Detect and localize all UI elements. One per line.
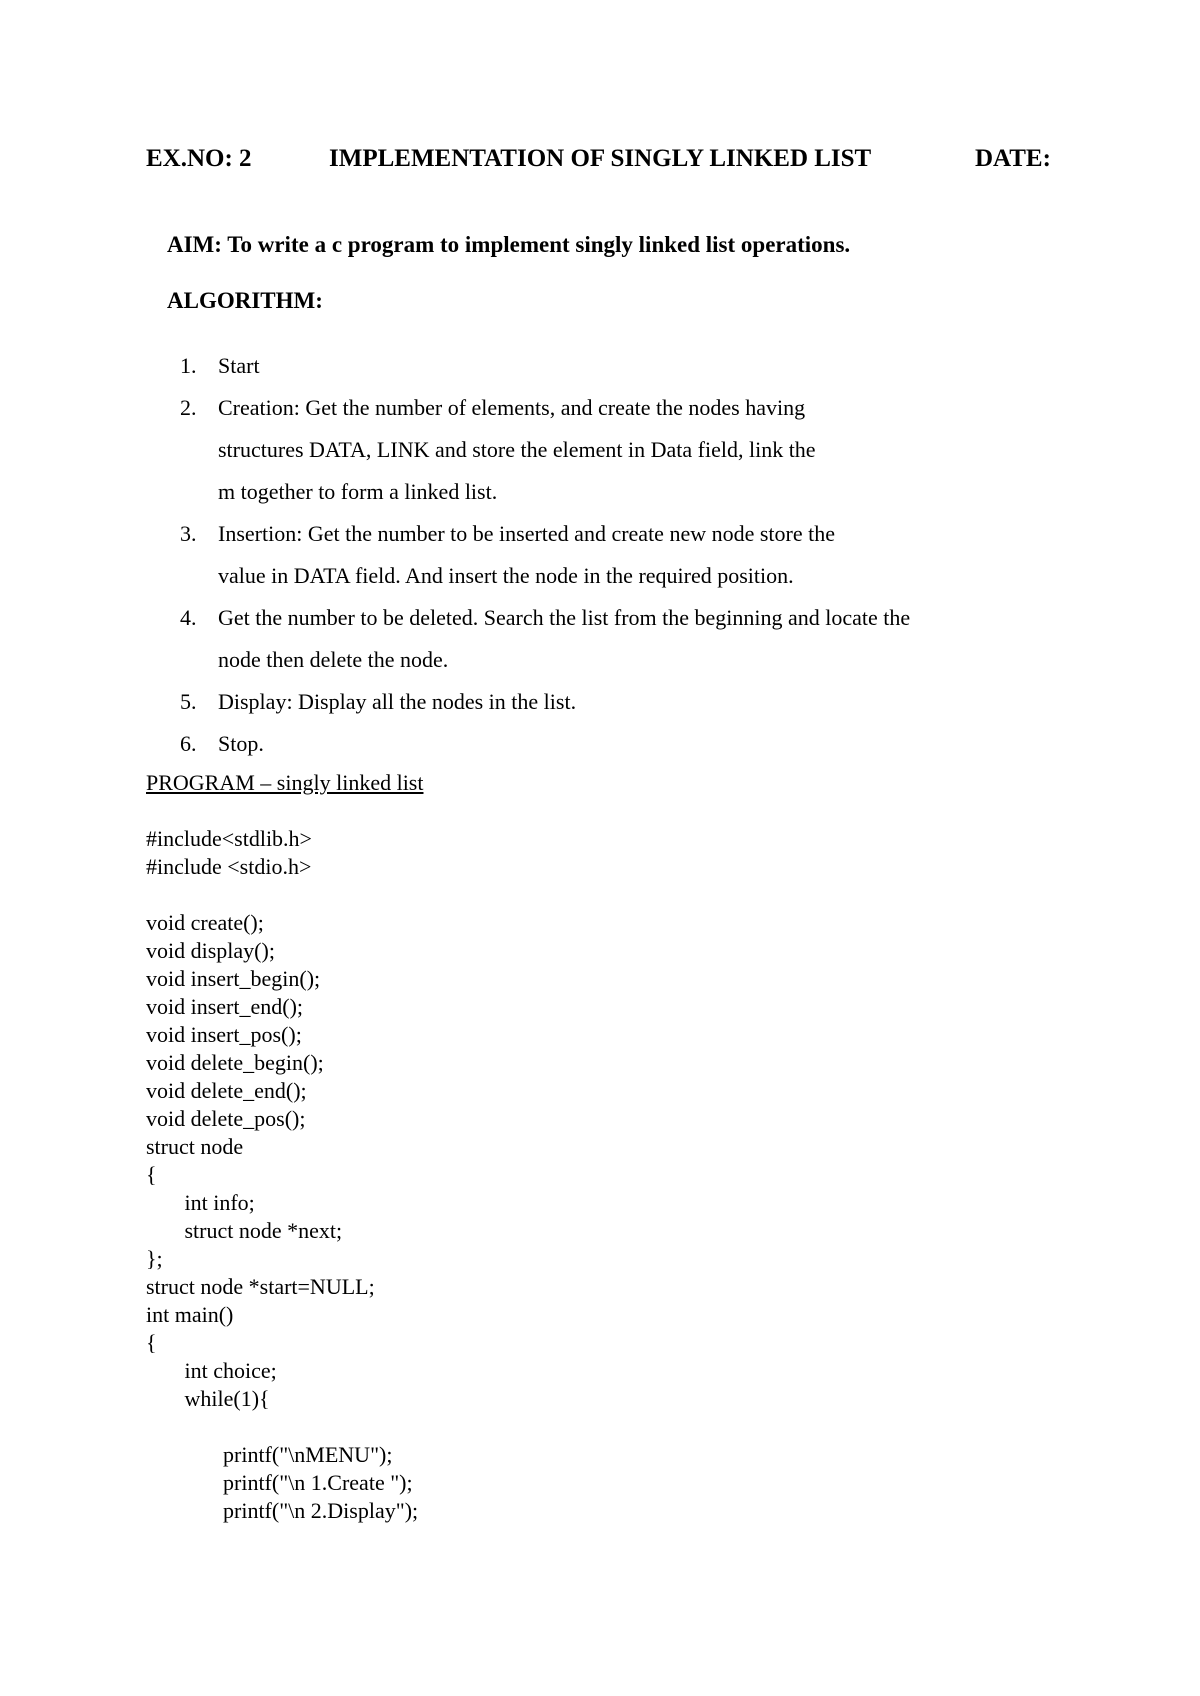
step-text — [218, 345, 1018, 387]
code-line: { — [146, 1162, 157, 1187]
algorithm-steps — [180, 345, 1080, 765]
code-line: struct node *start=NULL; — [146, 1274, 375, 1299]
step-number: 3. — [180, 521, 197, 546]
algorithm-step — [180, 723, 1080, 765]
step-line: structures DATA, LINK and store the element in Data field, link the — [218, 437, 816, 462]
code-line: int info; — [146, 1190, 255, 1215]
code-line: void delete_pos(); — [146, 1106, 306, 1131]
code-line: struct node *next; — [146, 1218, 343, 1243]
step-number: 6. — [180, 731, 197, 756]
code-line: void insert_pos(); — [146, 1022, 302, 1047]
algorithm-step — [180, 387, 1080, 513]
code-line: { — [146, 1330, 157, 1355]
code-line: void delete_end(); — [146, 1078, 307, 1103]
algorithm-heading: ALGORITHM: — [167, 288, 323, 313]
step-number: 2. — [180, 395, 197, 420]
step-number: 4. — [180, 605, 197, 630]
code-line: printf("\n 1.Create "); — [146, 1470, 413, 1495]
algorithm-step — [180, 345, 1080, 387]
date-label: DATE: — [975, 145, 1051, 172]
code-line: printf("\nMENU"); — [146, 1442, 393, 1467]
document-header — [146, 145, 1066, 179]
document-title: IMPLEMENTATION OF SINGLY LINKED LIST — [329, 145, 872, 172]
program-heading: PROGRAM – singly linked list — [146, 770, 424, 795]
code-line: void insert_end(); — [146, 994, 304, 1019]
step-text — [218, 681, 1018, 723]
step-line: Get the number to be deleted. Search the list from the beginning and locate the — [218, 605, 911, 630]
step-line: Stop. — [218, 731, 264, 756]
step-line: Start — [218, 353, 260, 378]
code-line: void delete_begin(); — [146, 1050, 324, 1075]
step-line: node then delete the node. — [218, 647, 449, 672]
code-line: #include <stdio.h> — [146, 854, 312, 879]
step-text — [218, 723, 1018, 765]
exercise-number: EX.NO: 2 — [146, 145, 252, 172]
code-line: void create(); — [146, 910, 264, 935]
step-line: Display: Display all the nodes in the list. — [218, 689, 577, 714]
step-text — [218, 513, 1018, 597]
code-line: int main() — [146, 1302, 234, 1327]
step-line: m together to form a linked list. — [218, 479, 498, 504]
step-text — [218, 387, 1018, 513]
code-line: void display(); — [146, 938, 275, 963]
step-line: Insertion: Get the number to be inserted and create new node store the — [218, 521, 835, 546]
algorithm-step — [180, 597, 1080, 681]
code-line — [146, 1413, 1046, 1441]
step-line: value in DATA field. And insert the node in the required position. — [218, 563, 794, 588]
code-line: printf("\n 2.Display"); — [146, 1498, 419, 1523]
algorithm-step — [180, 681, 1080, 723]
code-line: struct node — [146, 1134, 244, 1159]
code-line: while(1){ — [146, 1386, 270, 1411]
code-line: }; — [146, 1246, 163, 1271]
code-line: void insert_begin(); — [146, 966, 321, 991]
code-line: #include<stdlib.h> — [146, 826, 312, 851]
step-number: 5. — [180, 689, 197, 714]
code-listing — [146, 825, 1046, 1525]
step-text — [218, 597, 1018, 681]
algorithm-step — [180, 513, 1080, 597]
step-number: 1. — [180, 353, 197, 378]
code-line: int choice; — [146, 1358, 277, 1383]
aim-statement: AIM: To write a c program to implement singly linked list operations. — [167, 232, 851, 257]
step-line: Creation: Get the number of elements, and create the nodes having — [218, 395, 806, 420]
code-line — [146, 881, 1046, 909]
